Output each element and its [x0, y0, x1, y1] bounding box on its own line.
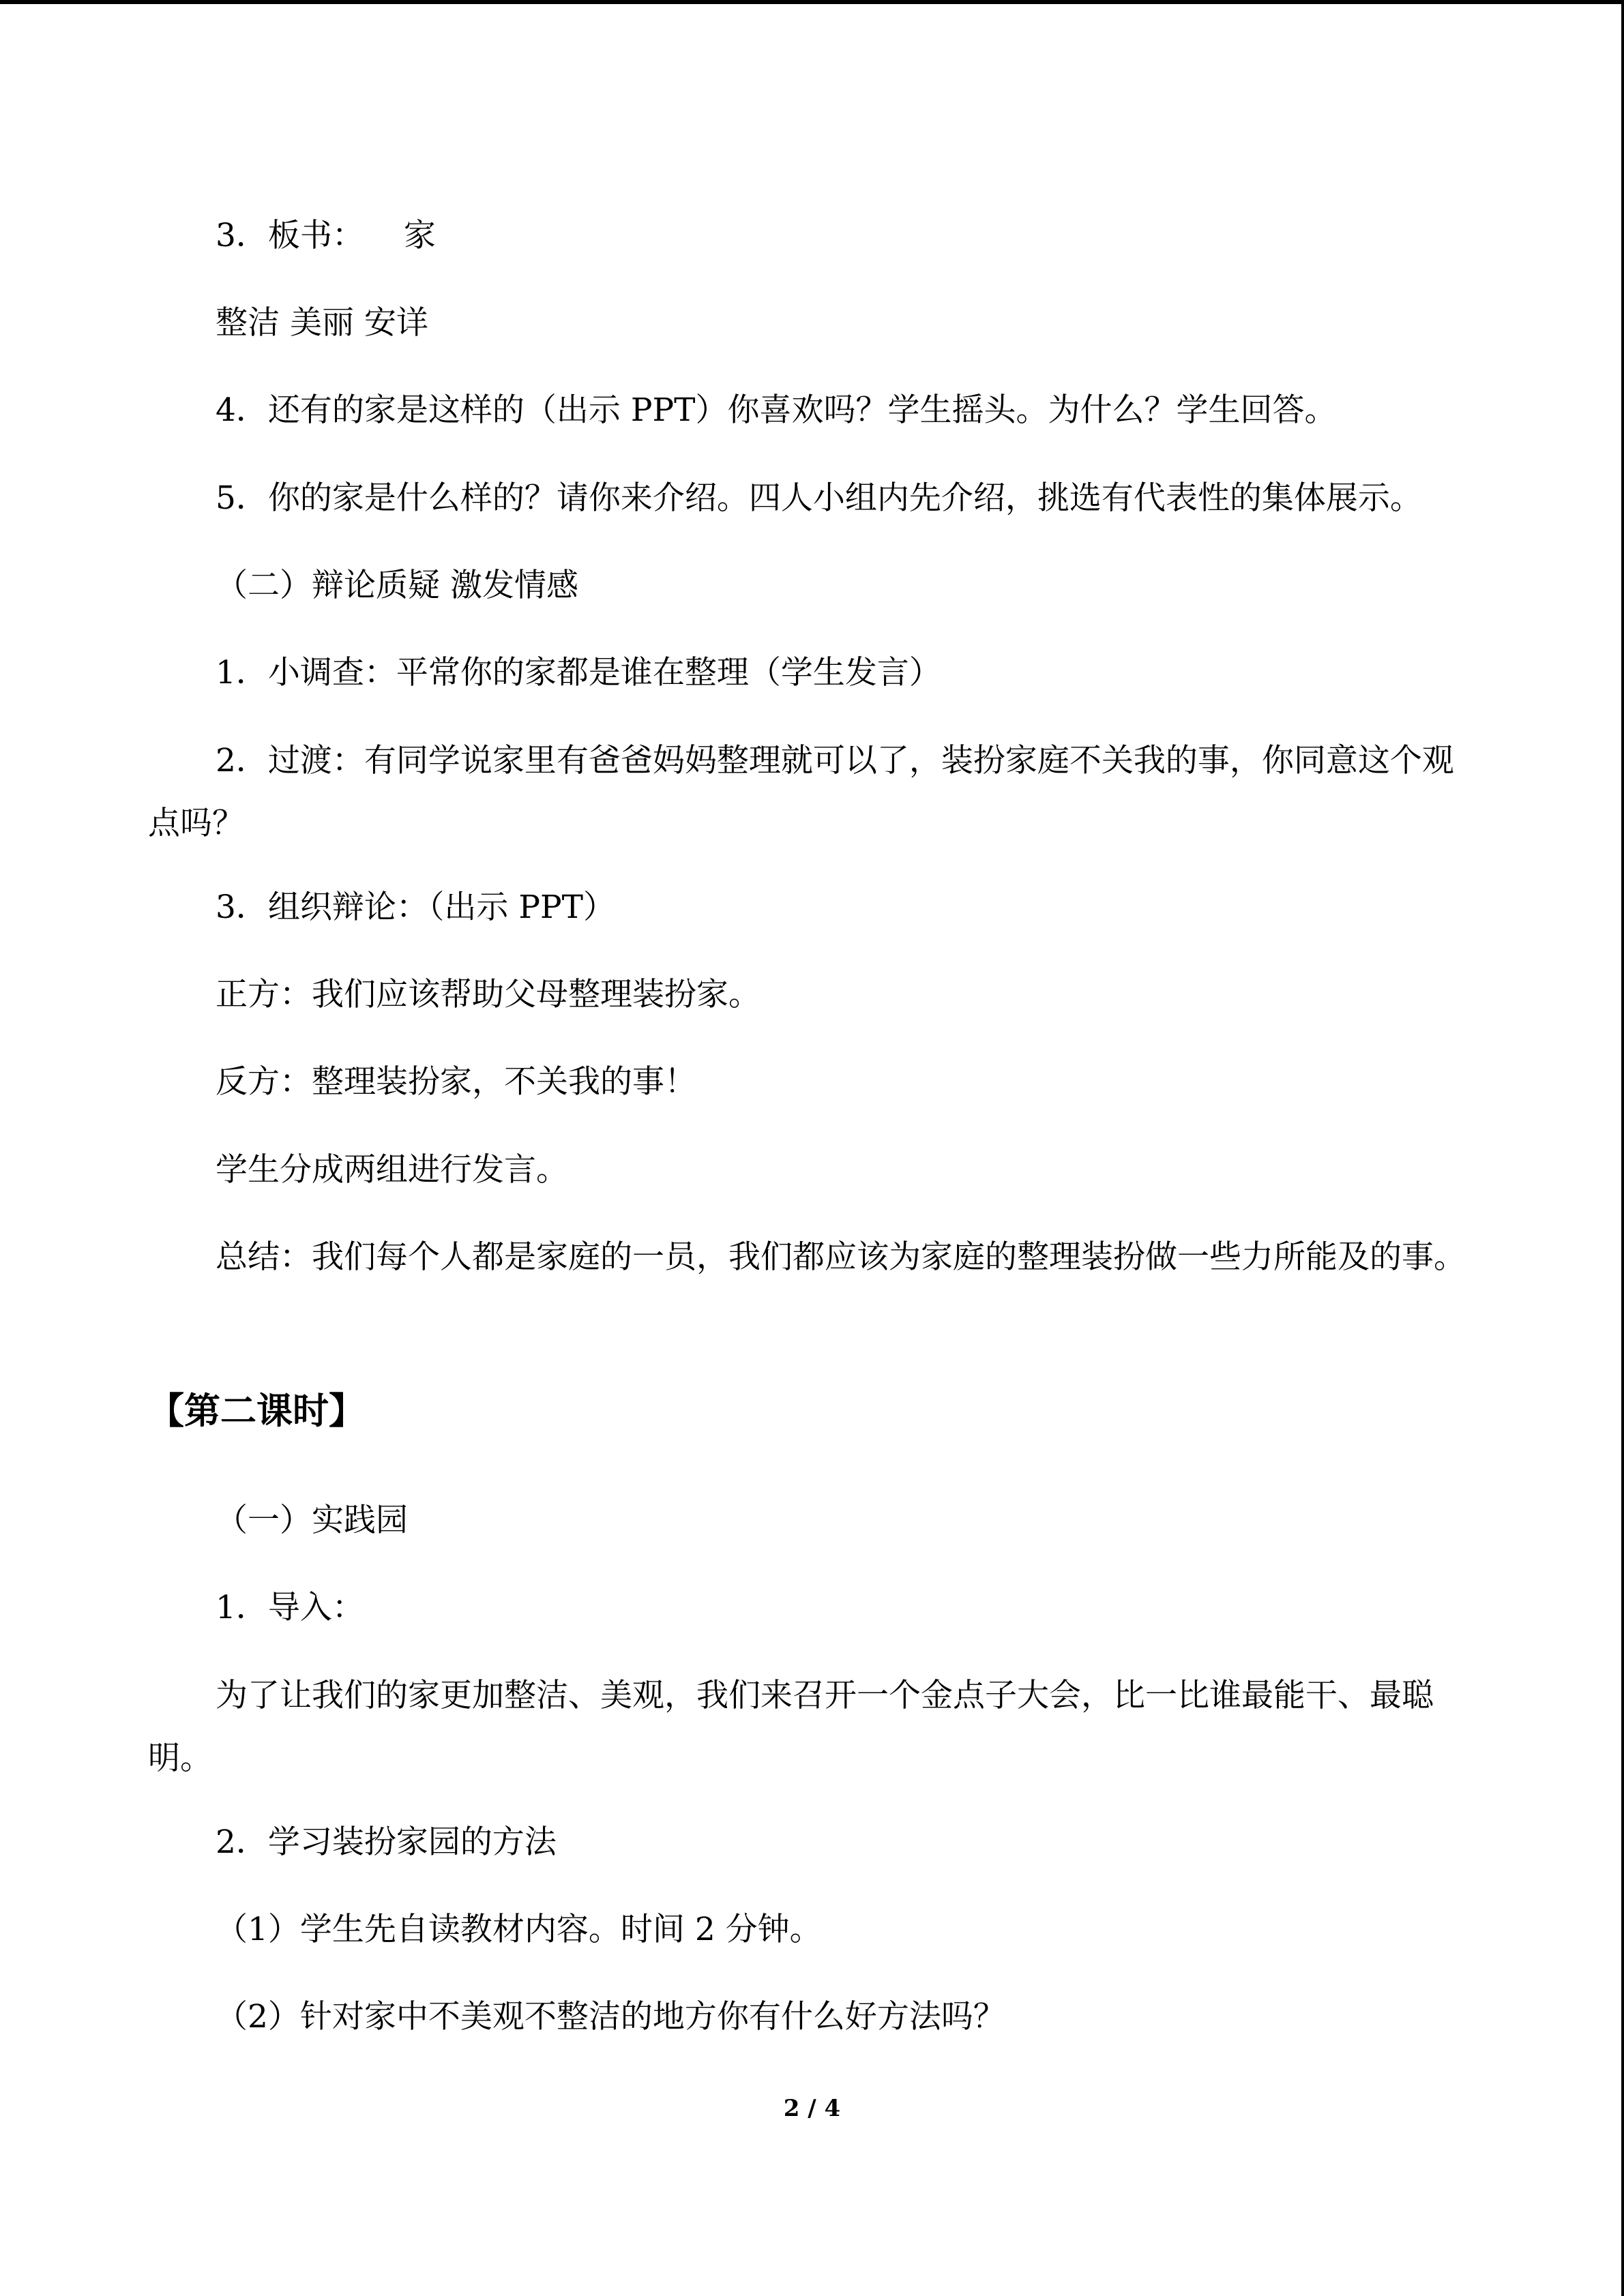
paragraph: 为了让我们的家更加整洁、美观，我们来召开一个金点子大会，比一比谁最能干、最聪明。: [148, 1677, 1434, 1777]
section-subheading: （一）实践园: [216, 1502, 408, 1539]
paragraph: 2．学习装扮家园的方法: [216, 1823, 557, 1861]
board-writing-line: [216, 215, 436, 256]
board-writing-word: 家: [403, 217, 436, 254]
board-writing-label: 3．板书：: [216, 217, 364, 254]
paragraph: 反方：整理装扮家，不关我的事！: [216, 1063, 696, 1101]
paragraph: 正方：我们应该帮助父母整理装扮家。: [216, 976, 761, 1013]
paragraph: 5．你的家是什么样的？请你来介绍。四人小组内先介绍，挑选有代表性的集体展示。: [216, 479, 1422, 517]
paragraph: 整洁 美丽 安详: [216, 304, 428, 342]
paragraph: 1．小调查：平常你的家都是谁在整理（学生发言）: [216, 654, 941, 691]
paragraph: 学生分成两组进行发言。: [216, 1151, 568, 1189]
paragraph: （2）针对家中不美观不整洁的地方你有什么好方法吗？: [216, 1998, 1005, 2036]
paragraph: 4．还有的家是这样的（出示 PPT）你喜欢吗？学生摇头。为什么？学生回答。: [216, 391, 1337, 429]
paragraph: （1）学生先自读教材内容。时间 2 分钟。: [216, 1911, 822, 1948]
lesson-heading: 【第二课时】: [148, 1390, 365, 1432]
paragraph: 2．过渡：有同学说家里有爸爸妈妈整理就可以了，装扮家庭不关我的事，你同意这个观点吗？: [148, 742, 1454, 842]
page-right-border: [1621, 0, 1624, 2296]
section-subheading: （二）辩论质疑 激发情感: [216, 567, 578, 604]
paragraph: 总结：我们每个人都是家庭的一员，我们都应该为家庭的整理装扮做一些力所能及的事。: [216, 1238, 1466, 1276]
paragraph: 3．组织辩论：（出示 PPT）: [216, 889, 615, 926]
page-number: 2 / 4: [783, 2095, 841, 2122]
paragraph: 1．导入：: [216, 1589, 364, 1626]
page-top-border: [0, 0, 1624, 4]
